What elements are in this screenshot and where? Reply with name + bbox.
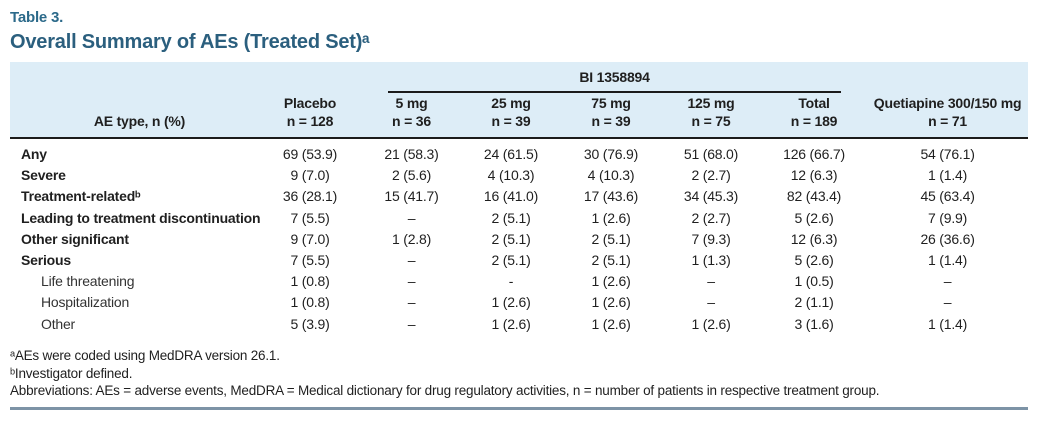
group-header-spacer — [10, 62, 258, 94]
cell-value: – — [407, 273, 416, 290]
cell-value: 1 (2.6) — [491, 294, 531, 311]
table-row-discontinuation — [10, 207, 1028, 228]
row-label: Hospitalization — [41, 294, 130, 311]
table-row-life-threatening — [10, 271, 1028, 292]
cell-value: 1 (0.5) — [794, 273, 834, 290]
cell-value: 2 (5.1) — [491, 209, 531, 226]
group-header-spacer — [258, 62, 362, 94]
cell-value: 1 (1.4) — [928, 251, 968, 268]
column-label: 25 mg — [491, 95, 531, 111]
cell-value: 9 (7.0) — [290, 167, 330, 184]
footnote-a: ᵃAEs were coded using MedDRA version 26.1. — [10, 348, 280, 364]
cell-value: 2 (5.1) — [591, 251, 631, 268]
column-label: Placebo — [283, 95, 337, 111]
table-row-any — [10, 138, 1028, 165]
row-label: Serious — [21, 251, 71, 268]
footnotes — [10, 347, 1028, 400]
cell-value: 24 (61.5) — [483, 146, 539, 162]
cell-value: 15 (41.7) — [384, 188, 439, 205]
cell-value: 36 (28.1) — [282, 188, 338, 205]
group-header-spacer — [867, 62, 1028, 94]
table-row-hospitalization — [10, 292, 1028, 313]
cell-value: 5 (3.9) — [290, 315, 330, 332]
cell-value: 51 (68.0) — [683, 146, 739, 162]
cell-value: 16 (41.0) — [483, 188, 539, 205]
cell-value: – — [707, 294, 715, 311]
cell-value: 21 (58.3) — [384, 146, 439, 162]
row-label: Any — [21, 146, 47, 162]
cell-value: 12 (6.3) — [790, 167, 838, 184]
cell-value: 7 (9.3) — [691, 230, 731, 247]
group-header-cell — [362, 62, 867, 94]
column-header-total — [761, 94, 867, 138]
cell-value: 1 (2.6) — [591, 294, 631, 311]
cell-value: 7 (5.5) — [290, 251, 330, 268]
cell-value: 2 (5.1) — [491, 251, 531, 268]
cell-value: - — [508, 273, 514, 290]
table-body — [10, 138, 1028, 334]
cell-value: – — [407, 209, 416, 226]
column-label: Total — [798, 95, 830, 111]
table-row-serious — [10, 249, 1028, 270]
group-header-row — [10, 62, 1028, 94]
table-title: Overall Summary of AEs (Treated Set)ᵃ — [10, 31, 370, 53]
cell-value: 5 (2.6) — [794, 251, 834, 268]
cell-value: 4 (10.3) — [587, 167, 635, 184]
cell-value: 1 (1.3) — [691, 251, 731, 268]
table-row-other-significant — [10, 228, 1028, 249]
row-label: Life threatening — [41, 273, 135, 290]
cell-value: – — [707, 273, 715, 290]
cell-value: 34 (45.3) — [683, 188, 739, 205]
cell-value: 1 (1.4) — [928, 315, 968, 332]
cell-value: 2 (2.7) — [691, 209, 731, 226]
column-n: n = 39 — [491, 113, 531, 129]
table-row-severe — [10, 165, 1028, 186]
row-label: Treatment-relatedᵇ — [21, 188, 141, 205]
cell-value: 54 (76.1) — [920, 146, 975, 162]
cell-value: 2 (2.7) — [691, 167, 731, 184]
cell-value: 12 (6.3) — [790, 230, 838, 247]
column-n: n = 128 — [286, 113, 334, 129]
column-n: n = 39 — [591, 113, 631, 129]
column-label: 125 mg — [687, 95, 735, 111]
group-header-label: BI 1358894 — [388, 69, 841, 93]
column-header-25mg — [461, 94, 561, 138]
cell-value: – — [407, 251, 416, 268]
column-n: n = 36 — [392, 113, 431, 129]
column-n: n = 75 — [691, 113, 731, 129]
cell-value: 45 (63.4) — [920, 188, 975, 205]
cell-value: – — [407, 315, 416, 332]
cell-value: 26 (36.6) — [920, 230, 975, 247]
cell-value: 1 (1.4) — [928, 167, 968, 184]
table-row-treatment-related — [10, 186, 1028, 207]
footnote-abbreviations: Abbreviations: AEs = adverse events, MedDRA = Medical dictionary for drug regulatory activities, n = number of patients in respective treatment group. — [10, 383, 880, 399]
cell-value: 1 (2.6) — [591, 209, 631, 226]
table-row-other — [10, 313, 1028, 334]
cell-value: 3 (1.6) — [794, 315, 834, 332]
column-label: 5 mg — [395, 95, 428, 111]
row-label: Severe — [21, 167, 66, 184]
cell-value: 1 (0.8) — [290, 273, 330, 290]
column-header-placebo — [258, 94, 362, 138]
row-label: Other — [41, 315, 76, 332]
cell-value: – — [943, 273, 952, 290]
cell-value: 9 (7.0) — [290, 230, 330, 247]
cell-value: 1 (2.6) — [591, 315, 631, 332]
column-header-ae-type: AE type, n (%) — [10, 94, 258, 138]
cell-value: 69 (53.9) — [282, 146, 338, 162]
column-header-125mg — [661, 94, 761, 138]
cell-value: 1 (2.6) — [691, 315, 731, 332]
cell-value: 4 (10.3) — [487, 167, 535, 184]
column-n: n = 189 — [790, 113, 838, 129]
cell-value: – — [943, 294, 952, 311]
cell-value: 7 (9.9) — [928, 209, 968, 226]
cell-value: 2 (1.1) — [794, 294, 834, 311]
table-header — [10, 62, 1028, 138]
row-label: Other significant — [21, 230, 129, 247]
cell-value: – — [407, 294, 416, 311]
cell-value: 30 (76.9) — [583, 146, 639, 162]
footnote-b: ᵇInvestigator defined. — [10, 365, 133, 381]
cell-value: 7 (5.5) — [290, 209, 330, 226]
cell-value: 126 (66.7) — [783, 146, 845, 162]
row-label: Leading to treatment discontinuation — [21, 209, 261, 226]
column-header-row — [10, 94, 1028, 138]
column-header-5mg — [362, 94, 461, 138]
column-label: Quetiapine 300/150 mg — [873, 95, 1022, 111]
cell-value: 1 (0.8) — [290, 294, 330, 311]
table-number-label: Table 3. — [10, 9, 64, 26]
cell-value: 17 (43.6) — [583, 188, 639, 205]
column-header-quetiapine — [867, 94, 1028, 138]
column-n: n = 71 — [928, 113, 967, 129]
cell-value: 2 (5.6) — [391, 167, 432, 184]
cell-value: 1 (2.8) — [391, 230, 432, 247]
cell-value: 2 (5.1) — [591, 230, 631, 247]
cell-value: 2 (5.1) — [491, 230, 531, 247]
cell-value: 82 (43.4) — [786, 188, 842, 205]
cell-value: 1 (2.6) — [491, 315, 531, 332]
ae-summary-table — [10, 62, 1028, 334]
bottom-rule — [10, 407, 1028, 410]
column-label: 75 mg — [591, 95, 631, 111]
column-header-75mg — [561, 94, 661, 138]
cell-value: 5 (2.6) — [794, 209, 834, 226]
cell-value: 1 (2.6) — [591, 273, 631, 290]
